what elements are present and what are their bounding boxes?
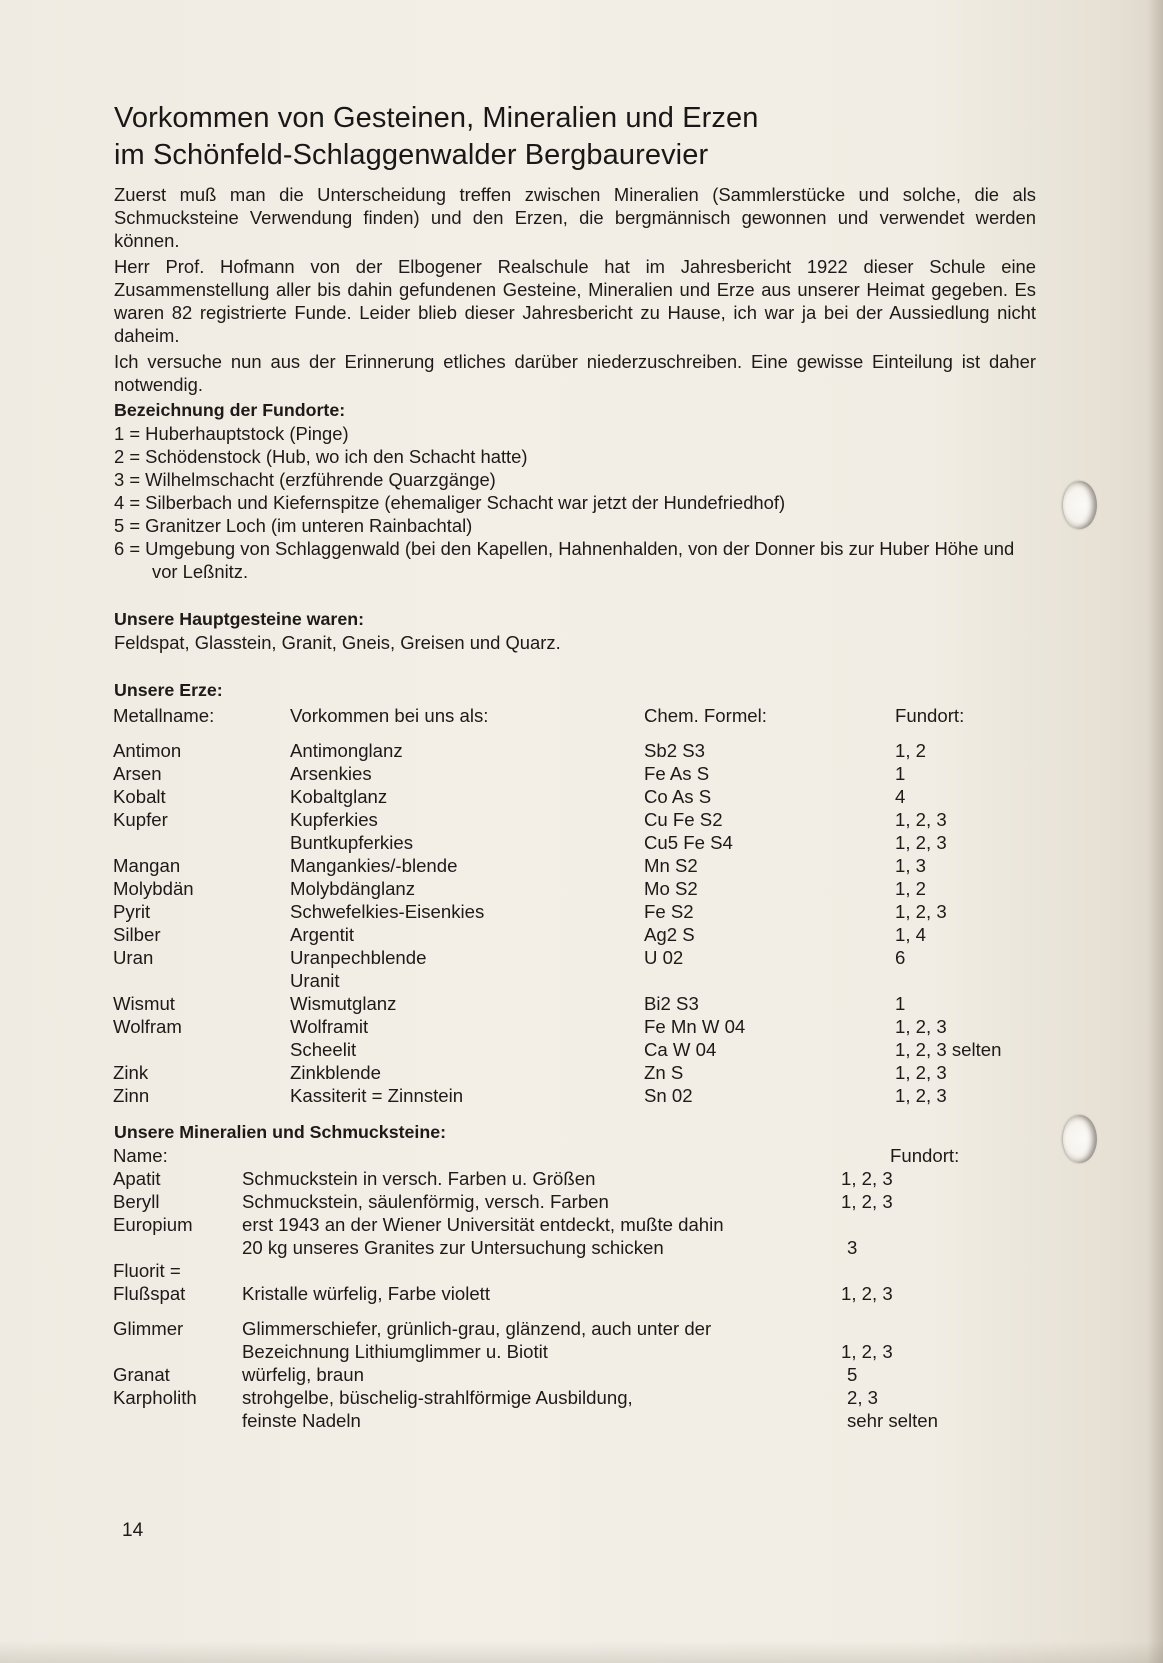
occurrence: Wolframit <box>290 1016 369 1037</box>
table-row <box>114 1190 1036 1213</box>
description: Schmuckstein in versch. Farben u. Größen <box>242 1168 596 1189</box>
locations-heading: Bezeichnung der Fundorte: <box>114 400 346 420</box>
minerals-heading: Unsere Mineralien und Schmucksteine: <box>114 1122 447 1142</box>
table-row <box>114 831 1036 854</box>
mineral-name: Apatit <box>113 1168 161 1189</box>
fundort: 1, 2, 3 <box>841 1191 893 1212</box>
minerals-table-header <box>114 1144 1036 1167</box>
description: Schmuckstein, säulenförmig, versch. Farben <box>242 1191 609 1212</box>
column-header: Name: <box>113 1145 168 1166</box>
table-row <box>114 1084 1036 1107</box>
description: Glimmerschiefer, grünlich-grau, glänzend, auch unter der <box>242 1318 712 1339</box>
mineral-name: Karpholith <box>113 1387 197 1408</box>
fundort: 1, 2, 3 <box>841 1168 893 1189</box>
metal-name: Zinn <box>113 1085 150 1106</box>
table-row <box>114 1061 1036 1084</box>
fundort: 1 <box>895 763 906 784</box>
fundort: 1, 2 <box>895 878 927 899</box>
fundort: 5 <box>847 1364 858 1385</box>
metal-name: Zink <box>113 1062 149 1083</box>
fundort: 1, 2, 3 <box>895 1085 947 1106</box>
ores-table-body <box>114 739 1036 1107</box>
table-row <box>114 1282 1036 1305</box>
fundort: 1, 2, 3 selten <box>895 1039 1002 1060</box>
column-header: Chem. Formel: <box>644 705 767 726</box>
fundort: sehr selten <box>847 1410 938 1431</box>
minerals-table <box>114 1144 1036 1432</box>
description: 20 kg unseres Granites zur Untersuchung schicken <box>242 1237 664 1258</box>
fundort: 1, 2, 3 <box>841 1283 893 1304</box>
table-row <box>114 900 1036 923</box>
fundort: 1, 2, 3 <box>841 1341 893 1362</box>
mineral-name: Granat <box>113 1364 170 1385</box>
table-row <box>114 1015 1036 1038</box>
column-header: Vorkommen bei uns als: <box>290 705 489 726</box>
occurrence: Molybdänglanz <box>290 878 416 899</box>
metal-name: Mangan <box>113 855 181 876</box>
fundort: 1, 2, 3 <box>895 1016 947 1037</box>
chem-formula: Ca W 04 <box>644 1039 717 1060</box>
table-row <box>114 808 1036 831</box>
metal-name: Pyrit <box>113 901 151 922</box>
table-row <box>114 785 1036 808</box>
article-title: Vorkommen von Gesteinen, Mineralien und Erzen im Schönfeld-Schlaggenwalder Bergbaurevier <box>114 102 759 171</box>
ores-table <box>114 704 1036 1107</box>
fundort: 1, 2, 3 <box>895 809 947 830</box>
page-number: 14 <box>122 1520 144 1541</box>
location-item: 2 = Schödenstock (Hub, wo ich den Schacht hatte) <box>114 446 528 467</box>
mineral-name: Beryll <box>113 1191 160 1212</box>
ores-heading: Unsere Erze: <box>114 680 223 700</box>
metal-name: Silber <box>113 924 161 945</box>
location-item: 1 = Huberhauptstock (Pinge) <box>114 423 349 444</box>
occurrence: Kupferkies <box>290 809 378 830</box>
metal-name: Arsen <box>113 763 162 784</box>
description: erst 1943 an der Wiener Universität entdeckt, mußte dahin <box>242 1214 724 1235</box>
metal-name: Antimon <box>113 740 182 761</box>
mineral-name: Fluorit = <box>113 1260 181 1281</box>
intro-paragraph: Zuerst muß man die Unterscheidung treffen zwischen Mineralien (Sammlerstücke und solche, die als Schmucksteine Verwendung finden) und den Erzen, die bergmännisch gewonnen und verwendet werden können. <box>114 184 1036 251</box>
fundort: 1, 4 <box>895 924 927 945</box>
metal-name: Wolfram <box>113 1016 182 1037</box>
table-row <box>114 1317 1036 1340</box>
table-row <box>114 1167 1036 1190</box>
occurrence: Arsenkies <box>290 763 372 784</box>
table-row <box>114 923 1036 946</box>
occurrence: Buntkupferkies <box>290 832 413 853</box>
location-item: 5 = Granitzer Loch (im unteren Rainbachtal) <box>114 515 473 536</box>
fundort: 1, 3 <box>895 855 927 876</box>
occurrence: Mangankies/-blende <box>290 855 458 876</box>
mineral-name: Glimmer <box>113 1318 184 1339</box>
table-row <box>114 1213 1036 1236</box>
table-row <box>114 969 1036 992</box>
chem-formula: Fe Mn W 04 <box>644 1016 746 1037</box>
chem-formula: Zn S <box>644 1062 684 1083</box>
page-bottom-shadow <box>0 1641 1163 1663</box>
column-header: Fundort: <box>890 1145 960 1166</box>
fundort: 1 <box>895 993 906 1014</box>
fundort: 1, 2, 3 <box>895 901 947 922</box>
location-item: 4 = Silberbach und Kiefernspitze (ehemaliger Schacht war jetzt der Hundefriedhof) <box>114 492 786 513</box>
chem-formula: Fe S2 <box>644 901 694 922</box>
occurrence: Uranit <box>290 970 340 991</box>
table-row <box>114 946 1036 969</box>
table-row <box>114 1409 1036 1432</box>
metal-name: Uran <box>113 947 154 968</box>
chem-formula: Co As S <box>644 786 712 807</box>
punch-hole <box>1063 481 1097 529</box>
fundort: 1, 2 <box>895 740 927 761</box>
ores-table-header <box>114 704 1036 727</box>
page-edge-shadow <box>1147 0 1163 1663</box>
mineral-name: Europium <box>113 1214 193 1235</box>
rocks-text: Feldspat, Glasstein, Granit, Gneis, Greisen und Quarz. <box>114 632 561 653</box>
table-row <box>114 992 1036 1015</box>
minerals-table-body <box>114 1167 1036 1432</box>
description: feinste Nadeln <box>242 1410 361 1431</box>
chem-formula: Mn S2 <box>644 855 698 876</box>
metal-name: Molybdän <box>113 878 194 899</box>
chem-formula: Cu Fe S2 <box>644 809 723 830</box>
chem-formula: U 02 <box>644 947 684 968</box>
table-row <box>114 1340 1036 1363</box>
fundort: 6 <box>895 947 906 968</box>
occurrence: Zinkblende <box>290 1062 381 1083</box>
column-header: Metallname: <box>113 705 215 726</box>
occurrence: Schwefelkies-Eisenkies <box>290 901 485 922</box>
table-row <box>114 739 1036 762</box>
table-row <box>114 1259 1036 1282</box>
chem-formula: Mo S2 <box>644 878 698 899</box>
metal-name: Kupfer <box>113 809 168 830</box>
rocks-heading: Unsere Hauptgesteine waren: <box>114 609 364 629</box>
table-row <box>114 762 1036 785</box>
description: strohgelbe, büschelig-strahlförmige Ausbildung, <box>242 1387 633 1408</box>
fundort: 1, 2, 3 <box>895 1062 947 1083</box>
table-row <box>114 877 1036 900</box>
occurrence: Uranpechblende <box>290 947 427 968</box>
description: würfelig, braun <box>242 1364 364 1385</box>
chem-formula: Ag2 S <box>644 924 695 945</box>
occurrence: Kobaltglanz <box>290 786 388 807</box>
column-header: Fundort: <box>895 705 965 726</box>
fundort: 2, 3 <box>847 1387 879 1408</box>
fundort: 4 <box>895 786 906 807</box>
article <box>114 100 1036 1432</box>
occurrence: Wismutglanz <box>290 993 397 1014</box>
occurrence: Antimonglanz <box>290 740 403 761</box>
chem-formula: Sb2 S3 <box>644 740 705 761</box>
location-item: 3 = Wilhelmschacht (erzführende Quarzgänge) <box>114 469 496 490</box>
occurrence: Scheelit <box>290 1039 357 1060</box>
metal-name: Wismut <box>113 993 175 1014</box>
location-item: 6 = Umgebung von Schlaggenwald (bei den Kapellen, Hahnenhalden, von der Donner bis zur Huber Höhe und vor Leßnitz. <box>114 538 1015 582</box>
table-row <box>114 1236 1036 1259</box>
metal-name: Kobalt <box>113 786 166 807</box>
table-row <box>114 1363 1036 1386</box>
classification-paragraph: Ich versuche nun aus der Erinnerung etliches darüber niederzuschreiben. Eine gewisse Einteilung ist daher notwendig. <box>114 351 1036 395</box>
occurrence: Argentit <box>290 924 355 945</box>
fundort: 1, 2, 3 <box>895 832 947 853</box>
table-row <box>114 1038 1036 1061</box>
table-row <box>114 854 1036 877</box>
chem-formula: Cu5 Fe S4 <box>644 832 733 853</box>
mineral-name: Flußspat <box>113 1283 186 1304</box>
chem-formula: Sn 02 <box>644 1085 693 1106</box>
chem-formula: Bi2 S3 <box>644 993 699 1014</box>
description: Kristalle würfelig, Farbe violett <box>242 1283 491 1304</box>
fundort: 3 <box>847 1237 858 1258</box>
locations-list <box>114 422 1036 583</box>
occurrence: Kassiterit = Zinnstein <box>290 1085 464 1106</box>
chem-formula: Fe As S <box>644 763 710 784</box>
punch-hole <box>1063 1115 1097 1163</box>
description: Bezeichnung Lithiumglimmer u. Biotit <box>242 1341 548 1362</box>
report-paragraph: Herr Prof. Hofmann von der Elbogener Realschule hat im Jahresbericht 1922 dieser Schule eine Zusammenstellung aller bis dahin gefundenen Gesteine, Mineralien und Erze aus unserer Heimat gegeben. Es waren 82 registrierte Funde. Leider blieb dieser Jahresbericht zu Hause, ich war ja bei der Aussiedlung nicht daheim. <box>114 256 1036 346</box>
table-row <box>114 1386 1036 1409</box>
